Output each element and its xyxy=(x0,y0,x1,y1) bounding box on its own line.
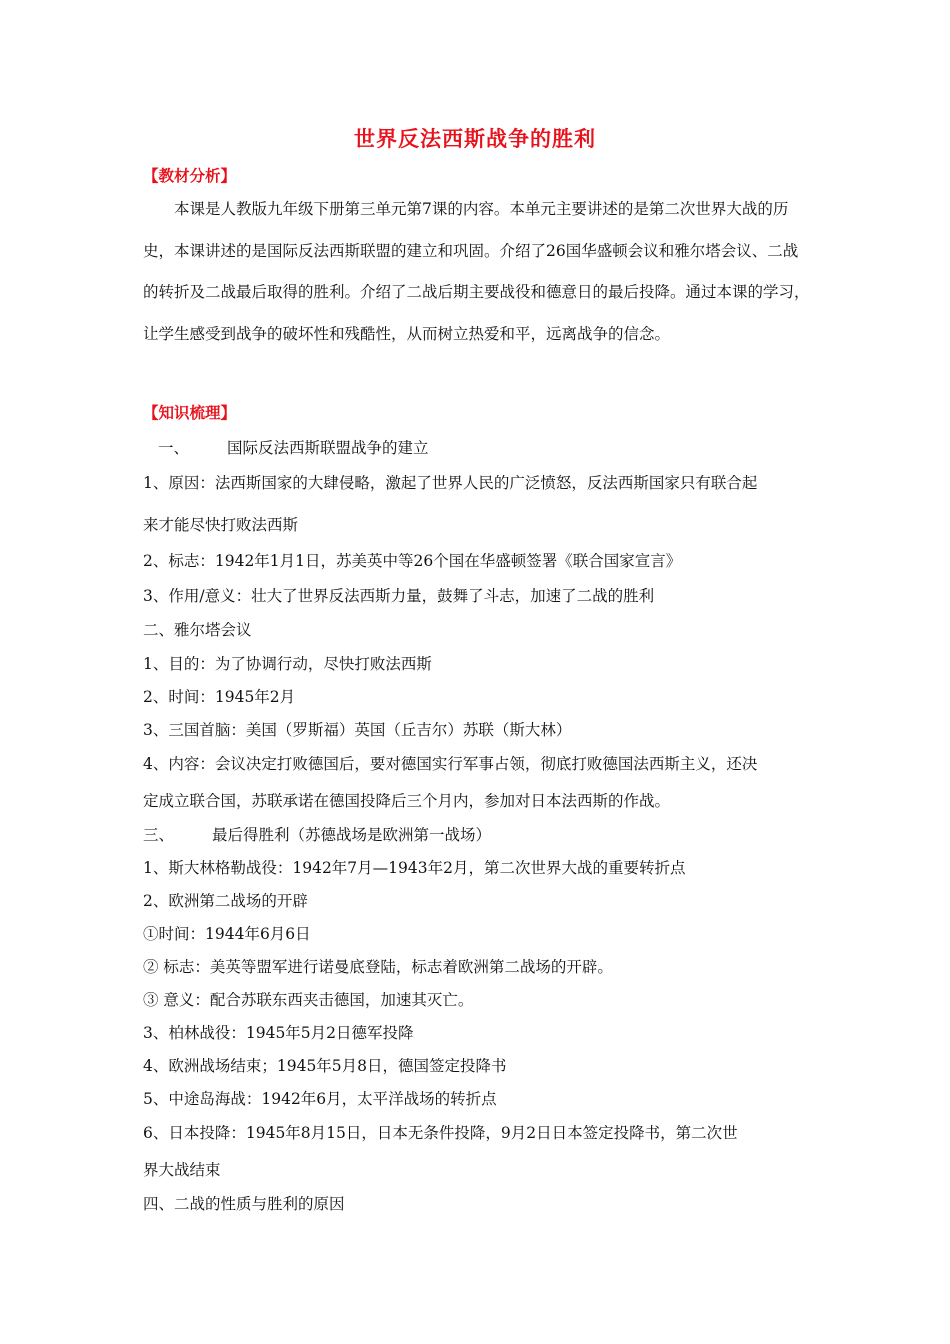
outline-heading-text: 最后得胜利（苏德战场是欧洲第一战场） xyxy=(212,826,492,844)
section-heading-analysis: 【教材分析】 xyxy=(143,166,237,185)
outline-line: 1、斯大林格勒战役：1942年7月—1943年2月，第二次世界大战的重要转折点 xyxy=(143,859,686,877)
outline-line: 2、标志：1942年1月1日，苏美英中等26个国在华盛顿签署《联合国家宣言》 xyxy=(143,552,682,570)
outline-line: 1、原因：法西斯国家的大肆侵略，激起了世界人民的广泛愤怒，反法西斯国家只有联合起 xyxy=(143,474,758,492)
outline-line: 1、目的：为了协调行动，尽快打败法西斯 xyxy=(143,655,432,673)
outline-line: 2、欧洲第二战场的开辟 xyxy=(143,892,308,910)
section-heading-knowledge: 【知识梳理】 xyxy=(143,403,237,422)
outline-line: 3、作用/意义：壮大了世界反法西斯力量，鼓舞了斗志，加速了二战的胜利 xyxy=(143,587,655,605)
outline-line: 4、内容：会议决定打败德国后，要对德国实行军事占领，彻底打败德国法西斯主义，还决 xyxy=(143,755,758,773)
outline-line: ①时间：1944年6月6日 xyxy=(143,925,311,943)
page-title: 世界反法西斯战争的胜利 xyxy=(354,126,596,151)
outline-heading-1 xyxy=(158,436,429,458)
outline-line: 3、柏林战役：1945年5月2日德军投降 xyxy=(143,1024,414,1042)
outline-line: 5、中途岛海战：1942年6月，太平洋战场的转折点 xyxy=(143,1090,497,1108)
outline-line: 2、时间：1945年2月 xyxy=(143,688,296,706)
outline-line: 6、日本投降：1945年8月15日，日本无条件投降，9月2日日本签定投降书，第二次世 xyxy=(143,1124,738,1142)
outline-heading-number: 一、 xyxy=(158,439,190,457)
outline-line: ③ 意义：配合苏联东西夹击德国，加速其灭亡。 xyxy=(143,991,474,1009)
analysis-paragraph: 本课是人教版九年级下册第三单元第7课的内容。本单元主要讲述的是第二次世界大战的历史，本课讲述的是国际反法西斯联盟的建立和巩固。介绍了26国华盛顿会议和雅尔塔会议、二战的转折及二战最后取得的胜利。介绍了二战后期主要战役和德意日的最后投降。通过本课的学习，让学生感受到战争的破坏性和残酷性，从而树立热爱和平，远离战争的信念。 xyxy=(143,200,810,343)
outline-line: ② 标志：美英等盟军进行诺曼底登陆，标志着欧洲第二战场的开辟。 xyxy=(143,958,613,976)
outline-line: 四、二战的性质与胜利的原因 xyxy=(143,1195,345,1213)
outline-line: 4、欧洲战场结束；1945年5月8日，德国签定投降书 xyxy=(143,1057,507,1075)
outline-line: 二、雅尔塔会议 xyxy=(143,621,252,639)
outline-line: 定成立联合国，苏联承诺在德国投降后三个月内，参加对日本法西斯的作战。 xyxy=(143,792,671,810)
outline-line: 来才能尽快打败法西斯 xyxy=(143,516,299,534)
outline-heading-text: 国际反法西斯联盟战争的建立 xyxy=(227,439,429,457)
outline-line: 界大战结束 xyxy=(143,1161,221,1179)
outline-heading-3 xyxy=(143,823,491,845)
outline-heading-number: 三、 xyxy=(143,826,175,844)
outline-line: 3、三国首脑：美国（罗斯福）英国（丘吉尔）苏联（斯大林） xyxy=(143,721,572,739)
